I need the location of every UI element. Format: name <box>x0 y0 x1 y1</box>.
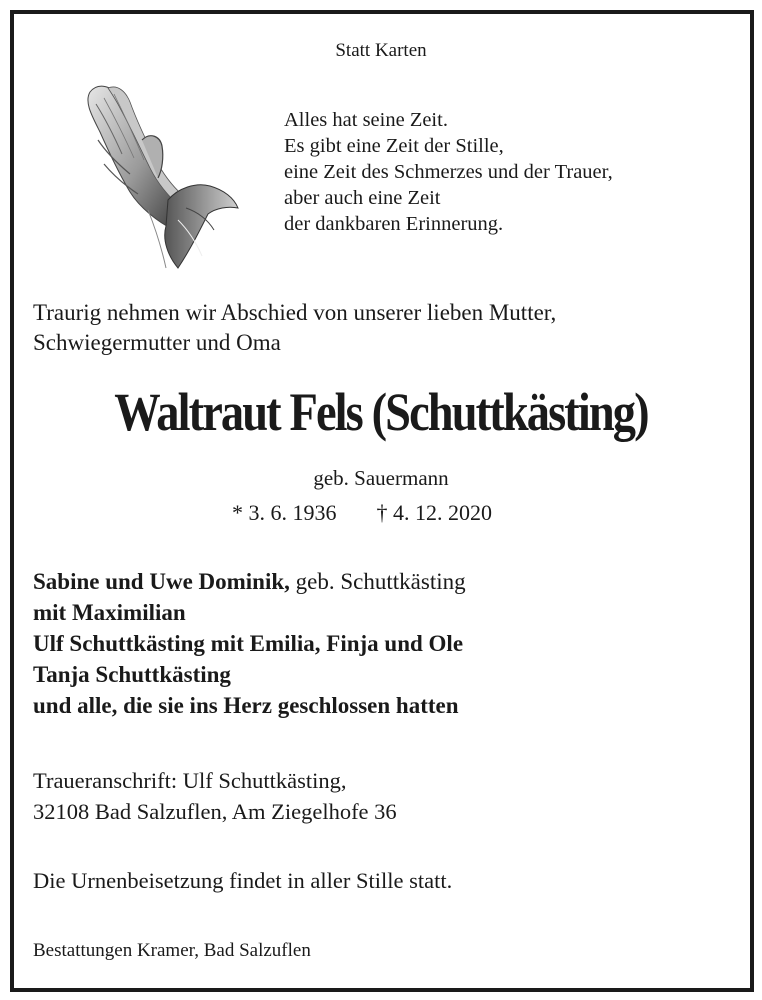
life-dates <box>232 500 492 526</box>
intro-text <box>33 298 556 358</box>
mourner-line: Tanja Schuttkästing <box>33 662 231 687</box>
intro-line: Schwiegermutter und Oma <box>33 330 281 355</box>
deceased-name: Waltraut Fels (Schuttkästing) <box>114 382 648 442</box>
address-line: 32108 Bad Salzuflen, Am Ziegelhofe 36 <box>33 799 397 824</box>
maiden-name: geb. Sauermann <box>313 466 449 490</box>
death-date: † 4. 12. 2020 <box>376 500 492 525</box>
undertaker: Bestattungen Kramer, Bad Salzuflen <box>33 940 311 961</box>
birth-date: * 3. 6. 1936 <box>232 500 337 525</box>
mourner-names: Sabine und Uwe Dominik, <box>33 569 290 594</box>
mourner-line: mit Maximilian <box>33 600 186 625</box>
poem-line: Es gibt eine Zeit der Stille, <box>284 135 504 157</box>
poem-line: eine Zeit des Schmerzes und der Trauer, <box>284 161 613 183</box>
praying-hands-icon <box>78 80 243 275</box>
mourner-line <box>33 566 466 597</box>
burial-notice: Die Urnenbeisetzung findet in aller Stille statt. <box>33 868 453 893</box>
poem-line: aber auch eine Zeit <box>284 187 441 209</box>
mourning-address <box>33 765 397 827</box>
mourners-list <box>33 566 466 721</box>
mourner-line: und alle, die sie ins Herz geschlossen hatten <box>33 693 459 718</box>
poem <box>284 107 613 237</box>
intro-line: Traurig nehmen wir Abschied von unserer lieben Mutter, <box>33 300 557 325</box>
poem-line: Alles hat seine Zeit. <box>284 109 448 131</box>
header-statt-karten: Statt Karten <box>335 40 427 61</box>
poem-line: der dankbaren Erinnerung. <box>284 213 504 235</box>
mourner-nee: geb. Schuttkästing <box>289 569 466 594</box>
address-line: Traueranschrift: Ulf Schuttkästing, <box>33 768 347 793</box>
mourner-line: Ulf Schuttkästing mit Emilia, Finja und Ole <box>33 631 464 656</box>
